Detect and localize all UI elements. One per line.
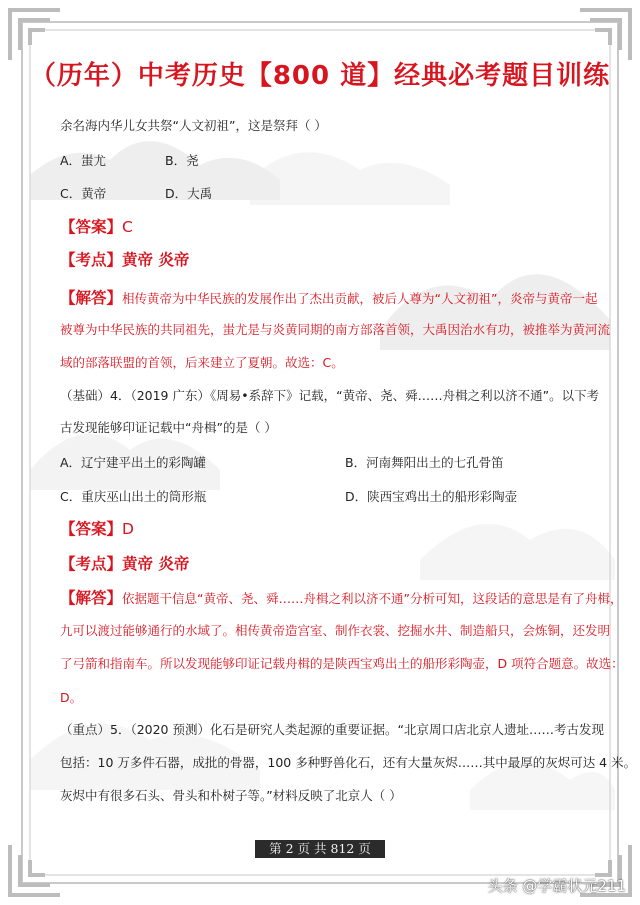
point-value: 黄帝 炎帝 — [122, 555, 190, 573]
answer-tag: 【答案】 — [60, 520, 123, 538]
q1-explain-line-2: 被尊为中华民族的共同祖先，蚩尤是与炎黄同期的南方部落首领，大禹因治水有功，被推举为黄河流 — [60, 322, 611, 337]
q2-stem-line-1: （基础）4．（2019 广东）《周易•系辞下》记载，“黄帝、尧、舜……舟楫之利以济不通”。以下考 — [60, 388, 600, 403]
q3-stem-line-1: （重点）5．（2020 预测）化石是研究人类起源的重要证据。“北京周口店北京人遗址……考古发现 — [60, 722, 604, 737]
point-value: 黄帝 炎帝 — [122, 251, 190, 269]
point-tag: 【考点】 — [60, 251, 123, 269]
q2-stem-line-2: 古发现能够印证记载中“舟楫”的是（ ） — [60, 420, 277, 435]
q2-explain-line-2: 九可以渡过能够通行的水域了。相传黄帝造宫室、制作衣裳、挖掘水井、制造船只，会炼铜，还发明 — [60, 623, 611, 638]
explain-tag: 【解答】 — [60, 289, 123, 307]
q1-option-a: A．蚩尤 — [60, 153, 107, 168]
q1-point — [60, 248, 189, 270]
q1-option-b: B．尧 — [165, 153, 199, 168]
q2-explain-line-3: 了弓箭和指南车。所以发现能够印证记载舟楫的是陕西宝鸡出土的船形彩陶壶，D 项符合题意。故选： — [60, 656, 624, 671]
q2-explain-line-4: D。 — [60, 690, 83, 705]
q2-option-a: A．辽宁建平出土的彩陶罐 — [60, 455, 207, 470]
explain-tag: 【解答】 — [60, 589, 123, 607]
answer-value: C — [122, 218, 133, 236]
q2-explain-line-1: 【解答】依据题干信息“黄帝、尧、舜……舟楫之利以济不通”分析可知，这段话的意思是有了舟楫， — [60, 589, 623, 607]
q2-option-b: B．河南舞阳出土的七孔骨笛 — [345, 455, 504, 470]
q1-explain-line-3: 域的部落联盟的首领，后来建立了夏朝。故选：C。 — [60, 355, 344, 370]
q3-stem-line-2: 包括：10 万多件石器，成批的骨器，100 多种野兽化石，还有大量灰烬……其中最厚的灰烬可达 4 米。 — [60, 755, 637, 770]
q1-stem: 余名海内华儿女共祭“人文初祖”，这是祭拜（ ） — [60, 118, 327, 133]
page-number-footer: 第 2 页 共 812 页 — [255, 840, 385, 858]
source-watermark: 头条 @学霸状元211 — [487, 877, 626, 895]
q2-answer — [60, 517, 134, 539]
point-tag: 【考点】 — [60, 555, 123, 573]
q2-option-d: D．陕西宝鸡出土的船形彩陶壶 — [345, 489, 518, 504]
q1-option-d: D．大禹 — [165, 186, 213, 201]
q2-option-c: C．重庆巫山出土的筒形瓶 — [60, 489, 207, 504]
page-title: （历年）中考历史【800 道】经典必考题目训练 — [29, 61, 611, 91]
q1-option-c: C．黄帝 — [60, 186, 107, 201]
answer-tag: 【答案】 — [60, 218, 123, 236]
q3-stem-line-3: 灰烬中有很多石头、骨头和朴树子等。”材料反映了北京人（ ） — [60, 788, 402, 803]
q2-point — [60, 552, 189, 574]
q1-explain-line-1: 【解答】相传黄帝为中华民族的发展作出了杰出贡献，被后人尊为“人文初祖”，炎帝与黄帝一起 — [60, 289, 598, 307]
q1-answer — [60, 215, 133, 237]
answer-value: D — [122, 520, 134, 538]
